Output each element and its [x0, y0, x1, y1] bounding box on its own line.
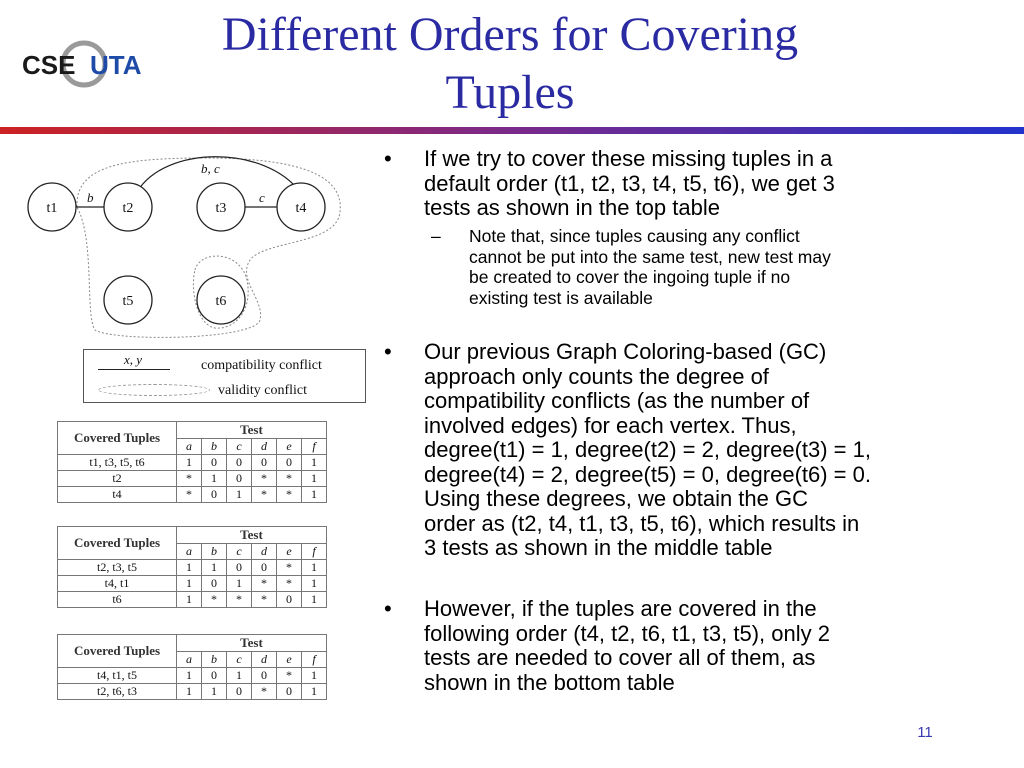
- cell: 1: [202, 471, 227, 487]
- covered-tuples-header: Covered Tuples: [58, 527, 177, 560]
- col-header-e: e: [277, 652, 302, 668]
- edge-label-b: b: [87, 190, 94, 205]
- cell: 1: [302, 455, 327, 471]
- col-header-e: e: [277, 544, 302, 560]
- page-number: 11: [917, 724, 933, 741]
- sub-bullet-line: Note that, since tuples causing any conflict: [469, 226, 800, 246]
- cell: *: [277, 668, 302, 684]
- col-header-d: d: [252, 439, 277, 455]
- cell: *: [277, 471, 302, 487]
- test-header: Test: [177, 422, 327, 439]
- edge-label-c: c: [259, 190, 265, 205]
- table-row: [58, 576, 327, 592]
- col-header-f: f: [302, 544, 327, 560]
- node-t4: [277, 183, 325, 231]
- bullet-3-line: following order (t4, t2, t6, t1, t3, t5), only 2: [424, 620, 830, 646]
- sub-bullet-marker: –: [431, 226, 441, 246]
- bullet-2-line: degree(t4) = 2, degree(t5) = 0, degree(t6) = 0.: [424, 461, 871, 487]
- table-row: [58, 560, 327, 576]
- table-row: [58, 471, 327, 487]
- cell: 1: [177, 592, 202, 608]
- cell: 0: [202, 576, 227, 592]
- cell: 1: [177, 455, 202, 471]
- node-t2: [104, 183, 152, 231]
- graph-legend: [83, 349, 366, 403]
- col-header-d: d: [252, 544, 277, 560]
- cell: 1: [227, 668, 252, 684]
- cell: 0: [252, 455, 277, 471]
- legend-solid-line: [98, 369, 170, 370]
- bullet-2-line: 3 tests as shown in the middle table: [424, 535, 773, 560]
- node-label-t3: t3: [215, 201, 227, 216]
- cell: 1: [302, 592, 327, 608]
- cell: 0: [202, 668, 227, 684]
- cell: *: [252, 487, 277, 503]
- bullet-3: [384, 597, 984, 697]
- table-row: [58, 487, 327, 503]
- cell: 0: [202, 487, 227, 503]
- col-header-a: a: [177, 544, 202, 560]
- bullet-1-line: If we try to cover these missing tuples in a: [424, 146, 833, 171]
- cell: 1: [177, 576, 202, 592]
- cell: 0: [277, 592, 302, 608]
- conflict-graph: [15, 140, 345, 340]
- bullet-1: [384, 147, 984, 221]
- col-header-c: c: [227, 652, 252, 668]
- covered-tuples-header: Covered Tuples: [58, 635, 177, 668]
- cell: 0: [227, 684, 252, 700]
- node-t6: [197, 276, 245, 324]
- bullet-2-line: order as (t2, t4, t1, t3, t5, t6), which results in: [424, 510, 860, 536]
- col-header-a: a: [177, 652, 202, 668]
- col-header-a: a: [177, 439, 202, 455]
- cell: 1: [177, 684, 202, 700]
- node-label-t6: t6: [215, 294, 227, 309]
- cell: 1: [302, 668, 327, 684]
- bullet-1-line: default order (t1, t2, t3, t4, t5, t6), we get 3: [424, 170, 835, 196]
- bullet-marker: •: [384, 146, 392, 171]
- title-line-2: Tuples: [445, 66, 575, 119]
- sub-bullet-1-text: [469, 226, 831, 308]
- node-t1: [28, 183, 76, 231]
- row-label: t2, t3, t5: [58, 560, 177, 576]
- cell: *: [277, 560, 302, 576]
- table-row: [58, 455, 327, 471]
- cell: *: [252, 684, 277, 700]
- sub-bullet-line: cannot be put into the same test, new test may: [469, 246, 831, 267]
- cell: *: [227, 592, 252, 608]
- cell: 1: [302, 471, 327, 487]
- covered-tuples-header: Covered Tuples: [58, 422, 177, 455]
- bullet-2-line: approach only counts the degree of: [424, 363, 769, 389]
- slide-title: [150, 6, 870, 122]
- cell: 0: [227, 471, 252, 487]
- test-header: Test: [177, 527, 327, 544]
- cell: *: [177, 471, 202, 487]
- col-header-b: b: [202, 544, 227, 560]
- row-label: t4: [58, 487, 177, 503]
- logo-text-uta: UTA: [90, 50, 142, 80]
- cell: *: [252, 592, 277, 608]
- row-label: t1, t3, t5, t6: [58, 455, 177, 471]
- sub-bullet-line: be created to cover the ingoing tuple if no: [469, 267, 791, 287]
- node-label-t1: t1: [46, 201, 58, 216]
- test-table-middle: [57, 526, 327, 608]
- bullet-1-line: tests as shown in the top table: [424, 195, 720, 220]
- cell: *: [277, 487, 302, 503]
- bullet-2-line: compatibility conflicts (as the number of: [424, 388, 810, 413]
- cell: 1: [227, 487, 252, 503]
- title-divider: [0, 126, 1024, 136]
- test-table-bottom: [57, 634, 327, 700]
- node-label-t4: t4: [295, 201, 307, 216]
- node-t3: [197, 183, 245, 231]
- col-header-f: f: [302, 652, 327, 668]
- sub-bullet-line: existing test is available: [469, 287, 653, 308]
- cell: *: [202, 592, 227, 608]
- col-header-f: f: [302, 439, 327, 455]
- sub-bullet-1: [431, 226, 991, 310]
- title-line-1: Different Orders for Covering: [221, 8, 799, 61]
- bullet-2-line: involved edges) for each vertex. Thus,: [424, 412, 797, 438]
- col-header-e: e: [277, 439, 302, 455]
- logo-text-cse: CSE: [22, 50, 76, 80]
- cell: 0: [252, 668, 277, 684]
- bullet-1-text: [424, 147, 835, 221]
- legend-solid-label: x, y: [124, 352, 143, 367]
- bullet-3-text: [424, 597, 830, 695]
- bullet-marker: •: [384, 596, 392, 621]
- test-table-top: [57, 421, 327, 503]
- test-header: Test: [177, 635, 327, 652]
- cell: *: [252, 576, 277, 592]
- cell: *: [277, 576, 302, 592]
- bullet-3-line: shown in the bottom table: [424, 669, 675, 695]
- legend-dashed-ellipse: [98, 384, 210, 396]
- cell: 1: [177, 560, 202, 576]
- bullet-2-line: Using these degrees, we obtain the GC: [424, 486, 809, 511]
- cell: *: [252, 471, 277, 487]
- cell: 1: [177, 668, 202, 684]
- col-header-d: d: [252, 652, 277, 668]
- cell: 1: [302, 684, 327, 700]
- cell: *: [177, 487, 202, 503]
- edge-label-bc: b, c: [201, 161, 220, 176]
- row-label: t2: [58, 471, 177, 487]
- row-label: t6: [58, 592, 177, 608]
- cell: 1: [302, 560, 327, 576]
- bullet-3-line: tests are needed to cover all of them, as: [424, 645, 816, 670]
- bullet-2-line: degree(t1) = 1, degree(t2) = 2, degree(t3) = 1,: [424, 437, 871, 462]
- legend-validity: validity conflict: [218, 383, 308, 398]
- cell: 0: [252, 560, 277, 576]
- node-t5: [104, 276, 152, 324]
- cell: 0: [227, 455, 252, 471]
- row-label: t4, t1, t5: [58, 668, 177, 684]
- cell: 1: [302, 487, 327, 503]
- node-label-t5: t5: [122, 294, 134, 309]
- cell: 0: [277, 455, 302, 471]
- cse-uta-logo: [22, 38, 162, 94]
- cell: 1: [227, 576, 252, 592]
- table-row: [58, 668, 327, 684]
- bullet-3-line: However, if the tuples are covered in the: [424, 596, 817, 621]
- legend-compatibility: compatibility conflict: [201, 358, 322, 373]
- bullet-2-text: [424, 340, 871, 561]
- col-header-c: c: [227, 439, 252, 455]
- bullet-marker: •: [384, 339, 392, 364]
- col-header-c: c: [227, 544, 252, 560]
- cell: 0: [277, 684, 302, 700]
- row-label: t4, t1: [58, 576, 177, 592]
- cell: 0: [202, 455, 227, 471]
- cell: 1: [202, 560, 227, 576]
- col-header-b: b: [202, 652, 227, 668]
- bullet-2-line: Our previous Graph Coloring-based (GC): [424, 339, 827, 364]
- table-row: [58, 592, 327, 608]
- cell: 0: [227, 560, 252, 576]
- cell: 1: [302, 576, 327, 592]
- table-row: [58, 684, 327, 700]
- node-label-t2: t2: [122, 201, 134, 216]
- bullet-2: [384, 340, 984, 564]
- col-header-b: b: [202, 439, 227, 455]
- row-label: t2, t6, t3: [58, 684, 177, 700]
- cell: 1: [202, 684, 227, 700]
